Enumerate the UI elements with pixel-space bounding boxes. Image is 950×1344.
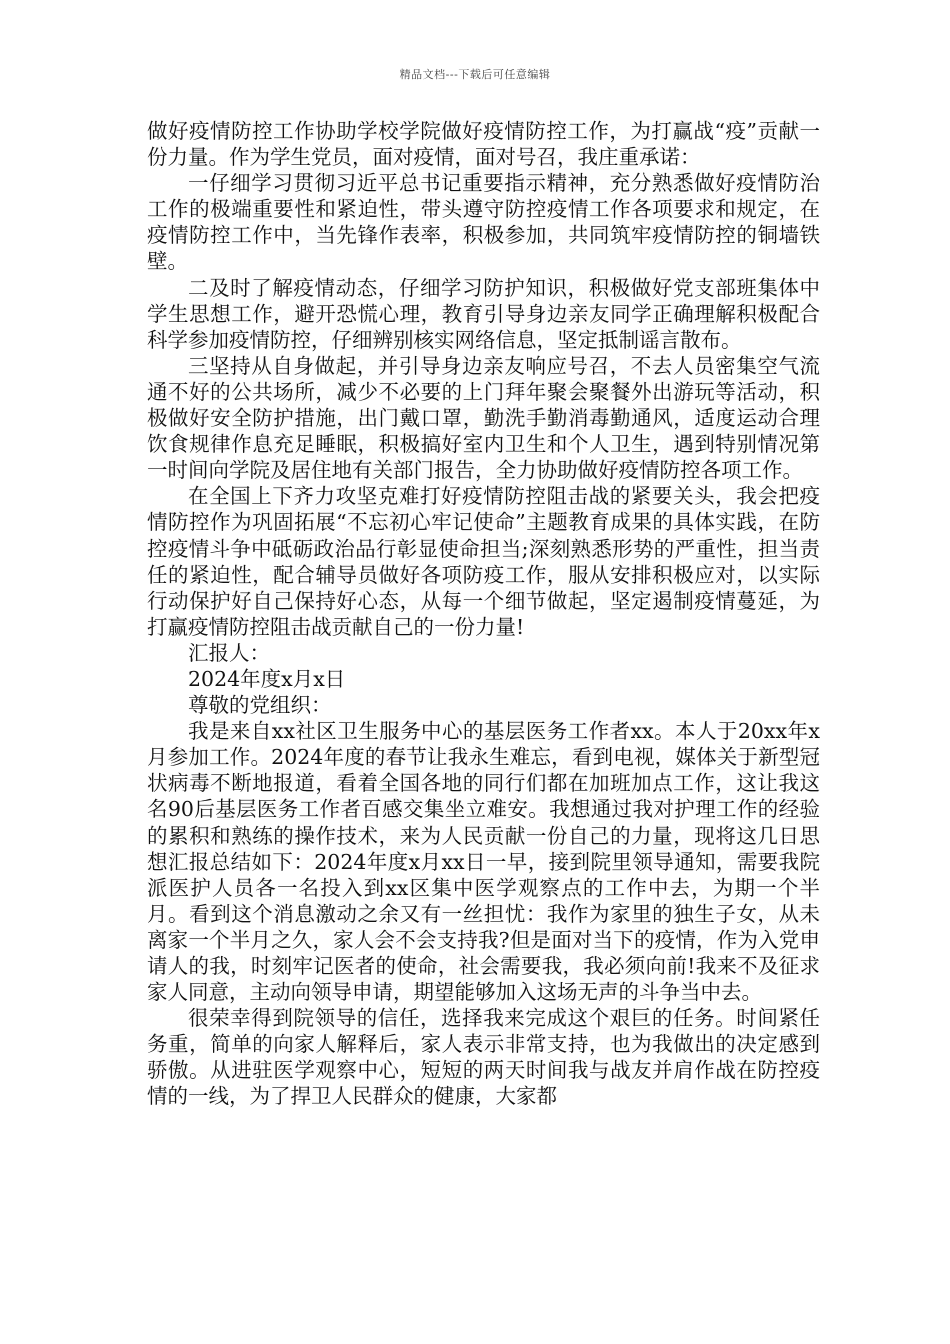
paragraph-pledge-2: 二及时了解疫情动态，仔细学习防护知识，积极做好党支部班集体中学生思想工作，避开恐慌心理，教育引导身边亲友同学正确理解积极配合科学参加疫情防控，仔细辨别核实网络信息，坚定抵制谣言散布。 bbox=[147, 275, 820, 352]
paragraph-conclusion: 在全国上下齐力攻坚克难打好疫情防控阻击战的紧要关头，我会把疫情防控作为巩固拓展“不忘初心牢记使命”主题教育成果的具体实践，在防控疫情斗争中砥砺政治品行彰显使命担当;深刻熟悉形势的严重性，担当责任的紧迫性，配合辅导员做好各项防疫工作，服从安排积极应对，以实际行动保护好自己保持好心态，从每一个细节做起，坚定遏制疫情蔓延，为打赢疫情防控阻击战贡献自己的一份力量! bbox=[147, 484, 820, 639]
document-body bbox=[147, 118, 820, 1110]
page-header: 精品文档---下载后可任意编辑 bbox=[399, 68, 551, 81]
paragraph-pledge-3: 三坚持从自身做起，并引导身边亲友响应号召，不去人员密集空气流通不好的公共场所，减少不必要的上门拜年聚会聚餐外出游玩等活动，积极做好安全防护措施，出门戴口罩，勤洗手勤消毒勤通风，适度运动合理饮食规律作息充足睡眠，积极搞好室内卫生和个人卫生，遇到特别情况第一时间向学院及居住地有关部门报告，全力协助做好疫情防控各项工作。 bbox=[147, 353, 820, 483]
paragraph-pledge-1: 一仔细学习贯彻习近平总书记重要指示精神，充分熟悉做好疫情防治工作的极端重要性和紧迫性，带头遵守防控疫情工作各项要求和规定，在疫情防控工作中，当先锋作表率，积极参加，共同筑牢疫情防控的铜墙铁壁。 bbox=[147, 171, 820, 274]
reporter-label: 汇报人： bbox=[188, 640, 270, 665]
paragraph-self-introduction: 我是来自xx社区卫生服务中心的基层医务工作者xx。本人于20xx年x月参加工作。2024年度的春节让我永生难忘，看到电视，媒体关于新型冠状病毒不断地报道，看着全国各地的同行们都在加班加点工作，这让我这名90后基层医务工作者百感交集坐立难安。我想通过我对护理工作的经验的累积和熟练的操作技术，来为人民贡献一份自己的力量，现将这几日思想汇报总结如下：2024年度x月xx日一早，接到院里领导通知，需要我院派医护人员各一名投入到xx区集中医学观察点的工作中去，为期一个半月。看到这个消息激动之余又有一丝担忧：我作为家里的独生子女，从未离家一个半月之久，家人会不会支持我?但是面对当下的疫情，作为入党申请人的我，时刻牢记医者的使命，社会需要我，我必须向前!我来不及征求家人同意，主动向领导申请，期望能够加入这场无声的斗争当中去。 bbox=[147, 719, 820, 1005]
paragraph-assignment: 很荣幸得到院领导的信任，选择我来完成这个艰巨的任务。时间紧任务重，简单的向家人解释后，家人表示非常支持，也为我做出的决定感到骄傲。从进驻医学观察中心，短短的两天时间我与战友并肩作战在防控疫情的一线，为了捍卫人民群众的健康，大家都 bbox=[147, 1006, 820, 1109]
paragraph-intro: 做好疫情防控工作协助学校学院做好疫情防控工作，为打赢战“疫”贡献一份力量。作为学生党员，面对疫情，面对号召，我庄重承诺： bbox=[147, 119, 820, 170]
salutation: 尊敬的党组织： bbox=[188, 693, 332, 718]
report-date: 2024年度x月x日 bbox=[188, 666, 346, 691]
